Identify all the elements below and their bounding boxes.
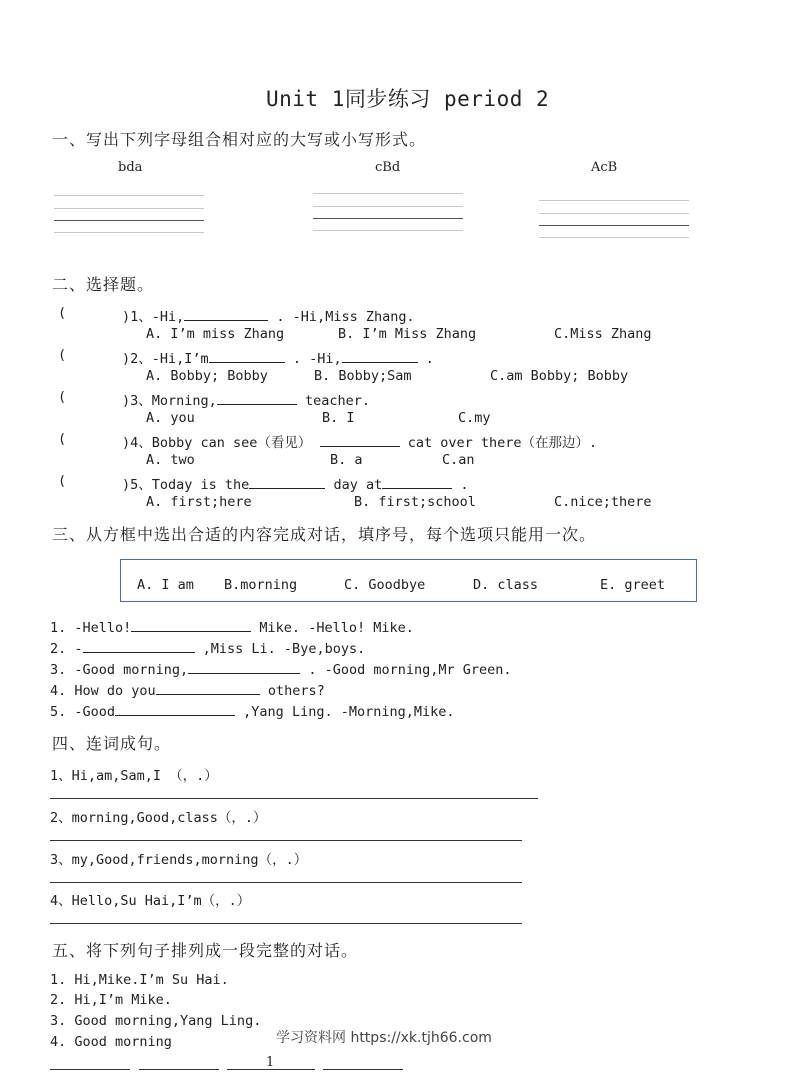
- writing-lines-1[interactable]: [54, 192, 204, 237]
- option-c: C.my: [458, 410, 491, 426]
- word-order-item: 2、morning,Good,class（，.）: [50, 810, 267, 826]
- option-a: A. I’m miss Zhang: [146, 326, 285, 342]
- answer-blank[interactable]: [115, 702, 235, 716]
- question-text: Morning,: [151, 393, 217, 409]
- option-a: A. two: [146, 452, 195, 468]
- box-option-e: E. greet: [600, 577, 666, 593]
- question-paren[interactable]: (: [58, 347, 67, 363]
- option-b: B. first;school: [354, 494, 476, 510]
- writing-lines-2[interactable]: [313, 190, 463, 235]
- option-b: B. a: [330, 452, 363, 468]
- answer-blank[interactable]: [188, 660, 300, 674]
- answer-blank[interactable]: [156, 681, 260, 695]
- question-text: . -Hi,: [292, 351, 342, 367]
- box-option-b: B.morning: [224, 577, 298, 593]
- answer-blank[interactable]: [209, 349, 285, 363]
- question-number: )1、: [122, 309, 152, 325]
- question-text: .: [460, 477, 469, 493]
- dialogue-item: [50, 681, 325, 699]
- box-option-c: C. Goodbye: [344, 577, 426, 593]
- question-text: . -Hi,Miss Zhang.: [276, 309, 415, 325]
- order-answer-line[interactable]: [139, 1069, 219, 1070]
- question-line: [122, 347, 434, 367]
- question-text: teacher.: [304, 393, 370, 409]
- question-text: .: [425, 351, 434, 367]
- order-answer-line[interactable]: [50, 1069, 130, 1070]
- word-order-item: 4、Hello,Su Hai,I’m（，.）: [50, 893, 251, 909]
- question-line: [122, 389, 370, 409]
- dialogue-item: [50, 618, 414, 636]
- answer-line[interactable]: [50, 923, 522, 924]
- page-number: 1: [266, 1055, 275, 1070]
- section-2-heading: 二、选择题。: [52, 275, 155, 294]
- sentence-item: 1. Hi,Mike.I’m Su Hai.: [50, 972, 229, 988]
- question-line: [122, 431, 597, 451]
- dialogue-item: [50, 702, 455, 720]
- question-text: -Hi,I’m: [151, 351, 209, 367]
- question-text: -Hi,: [151, 309, 185, 325]
- letter-item-1: bda: [118, 160, 143, 175]
- option-a: A. Bobby; Bobby: [146, 368, 268, 384]
- section-1-heading: 一、写出下列字母组合相对应的大写或小写形式。: [52, 130, 427, 149]
- option-c: C.Miss Zhang: [554, 326, 652, 342]
- dialogue-text: 1. -Hello!: [50, 620, 132, 636]
- dialogue-text: others?: [267, 683, 325, 699]
- dialogue-item: [50, 639, 365, 657]
- box-option-d: D. class: [473, 577, 539, 593]
- option-a: A. you: [146, 410, 195, 426]
- dialogue-text: 3. -Good morning,: [50, 662, 189, 678]
- question-text: day at: [333, 477, 383, 493]
- option-c: C.an: [442, 452, 475, 468]
- question-paren[interactable]: (: [58, 389, 67, 405]
- sentence-item: 2. Hi,I’m Mike.: [50, 992, 172, 1008]
- question-number: )3、: [122, 393, 152, 409]
- answer-line[interactable]: [50, 798, 538, 799]
- dialogue-text: Mike. -Hello! Mike.: [259, 620, 414, 636]
- answer-blank[interactable]: [83, 639, 195, 653]
- word-order-item: 3、my,Good,friends,morning（，.）: [50, 852, 308, 868]
- answer-blank[interactable]: [249, 475, 325, 489]
- answer-blank[interactable]: [342, 349, 418, 363]
- question-number: )4、: [122, 435, 152, 451]
- question-number: )5、: [122, 477, 152, 493]
- question-line: [122, 473, 469, 493]
- section-3-heading: 三、从方框中选出合适的内容完成对话，填序号，每个选项只能用一次。: [52, 525, 597, 544]
- dialogue-text: ,Miss Li. -Bye,boys.: [202, 641, 366, 657]
- letter-item-2: cBd: [375, 160, 401, 175]
- page-title: Unit 1同步练习 period 2: [266, 87, 550, 111]
- dialogue-text: 5. -Good: [50, 704, 116, 720]
- option-b: B. I’m Miss Zhang: [338, 326, 477, 342]
- dialogue-item: [50, 660, 512, 678]
- option-c: C.am Bobby; Bobby: [490, 368, 629, 384]
- question-line: [122, 305, 415, 325]
- answer-blank[interactable]: [131, 618, 251, 632]
- option-b: B. Bobby;Sam: [314, 368, 412, 384]
- question-text: Bobby can see（看见）: [151, 435, 312, 451]
- word-order-item: 1、Hi,am,Sam,I （，.）: [50, 768, 218, 784]
- answer-line[interactable]: [50, 882, 522, 883]
- answer-blank[interactable]: [382, 475, 452, 489]
- option-c: C.nice;there: [554, 494, 652, 510]
- sentence-item: 3. Good morning,Yang Ling.: [50, 1013, 262, 1029]
- dialogue-text: . -Good morning,Mr Green.: [308, 662, 512, 678]
- question-text: cat over there（在那边）.: [407, 435, 598, 451]
- dialogue-text: 4. How do you: [50, 683, 156, 699]
- answer-line[interactable]: [50, 840, 522, 841]
- answer-blank[interactable]: [217, 391, 297, 405]
- sentence-item: 4. Good morning: [50, 1034, 172, 1050]
- answer-blank[interactable]: [320, 433, 400, 447]
- order-answer-line[interactable]: [323, 1069, 403, 1070]
- question-text: Today is the: [151, 477, 250, 493]
- dialogue-text: ,Yang Ling. -Morning,Mike.: [243, 704, 455, 720]
- question-number: )2、: [122, 351, 152, 367]
- section-5-heading: 五、将下列句子排列成一段完整的对话。: [52, 941, 359, 960]
- watermark: 学习资料网 https://xk.tjh66.com: [276, 1030, 492, 1046]
- box-option-a: A. I am: [137, 577, 194, 593]
- letter-item-3: AcB: [591, 160, 618, 175]
- section-4-heading: 四、连词成句。: [52, 734, 172, 753]
- option-b: B. I: [322, 410, 355, 426]
- question-paren[interactable]: (: [58, 473, 67, 489]
- question-paren[interactable]: (: [58, 305, 67, 321]
- dialogue-text: 2. -: [50, 641, 83, 657]
- option-a: A. first;here: [146, 494, 252, 510]
- writing-lines-3[interactable]: [539, 197, 689, 242]
- question-paren[interactable]: (: [58, 431, 67, 447]
- answer-blank[interactable]: [184, 307, 268, 321]
